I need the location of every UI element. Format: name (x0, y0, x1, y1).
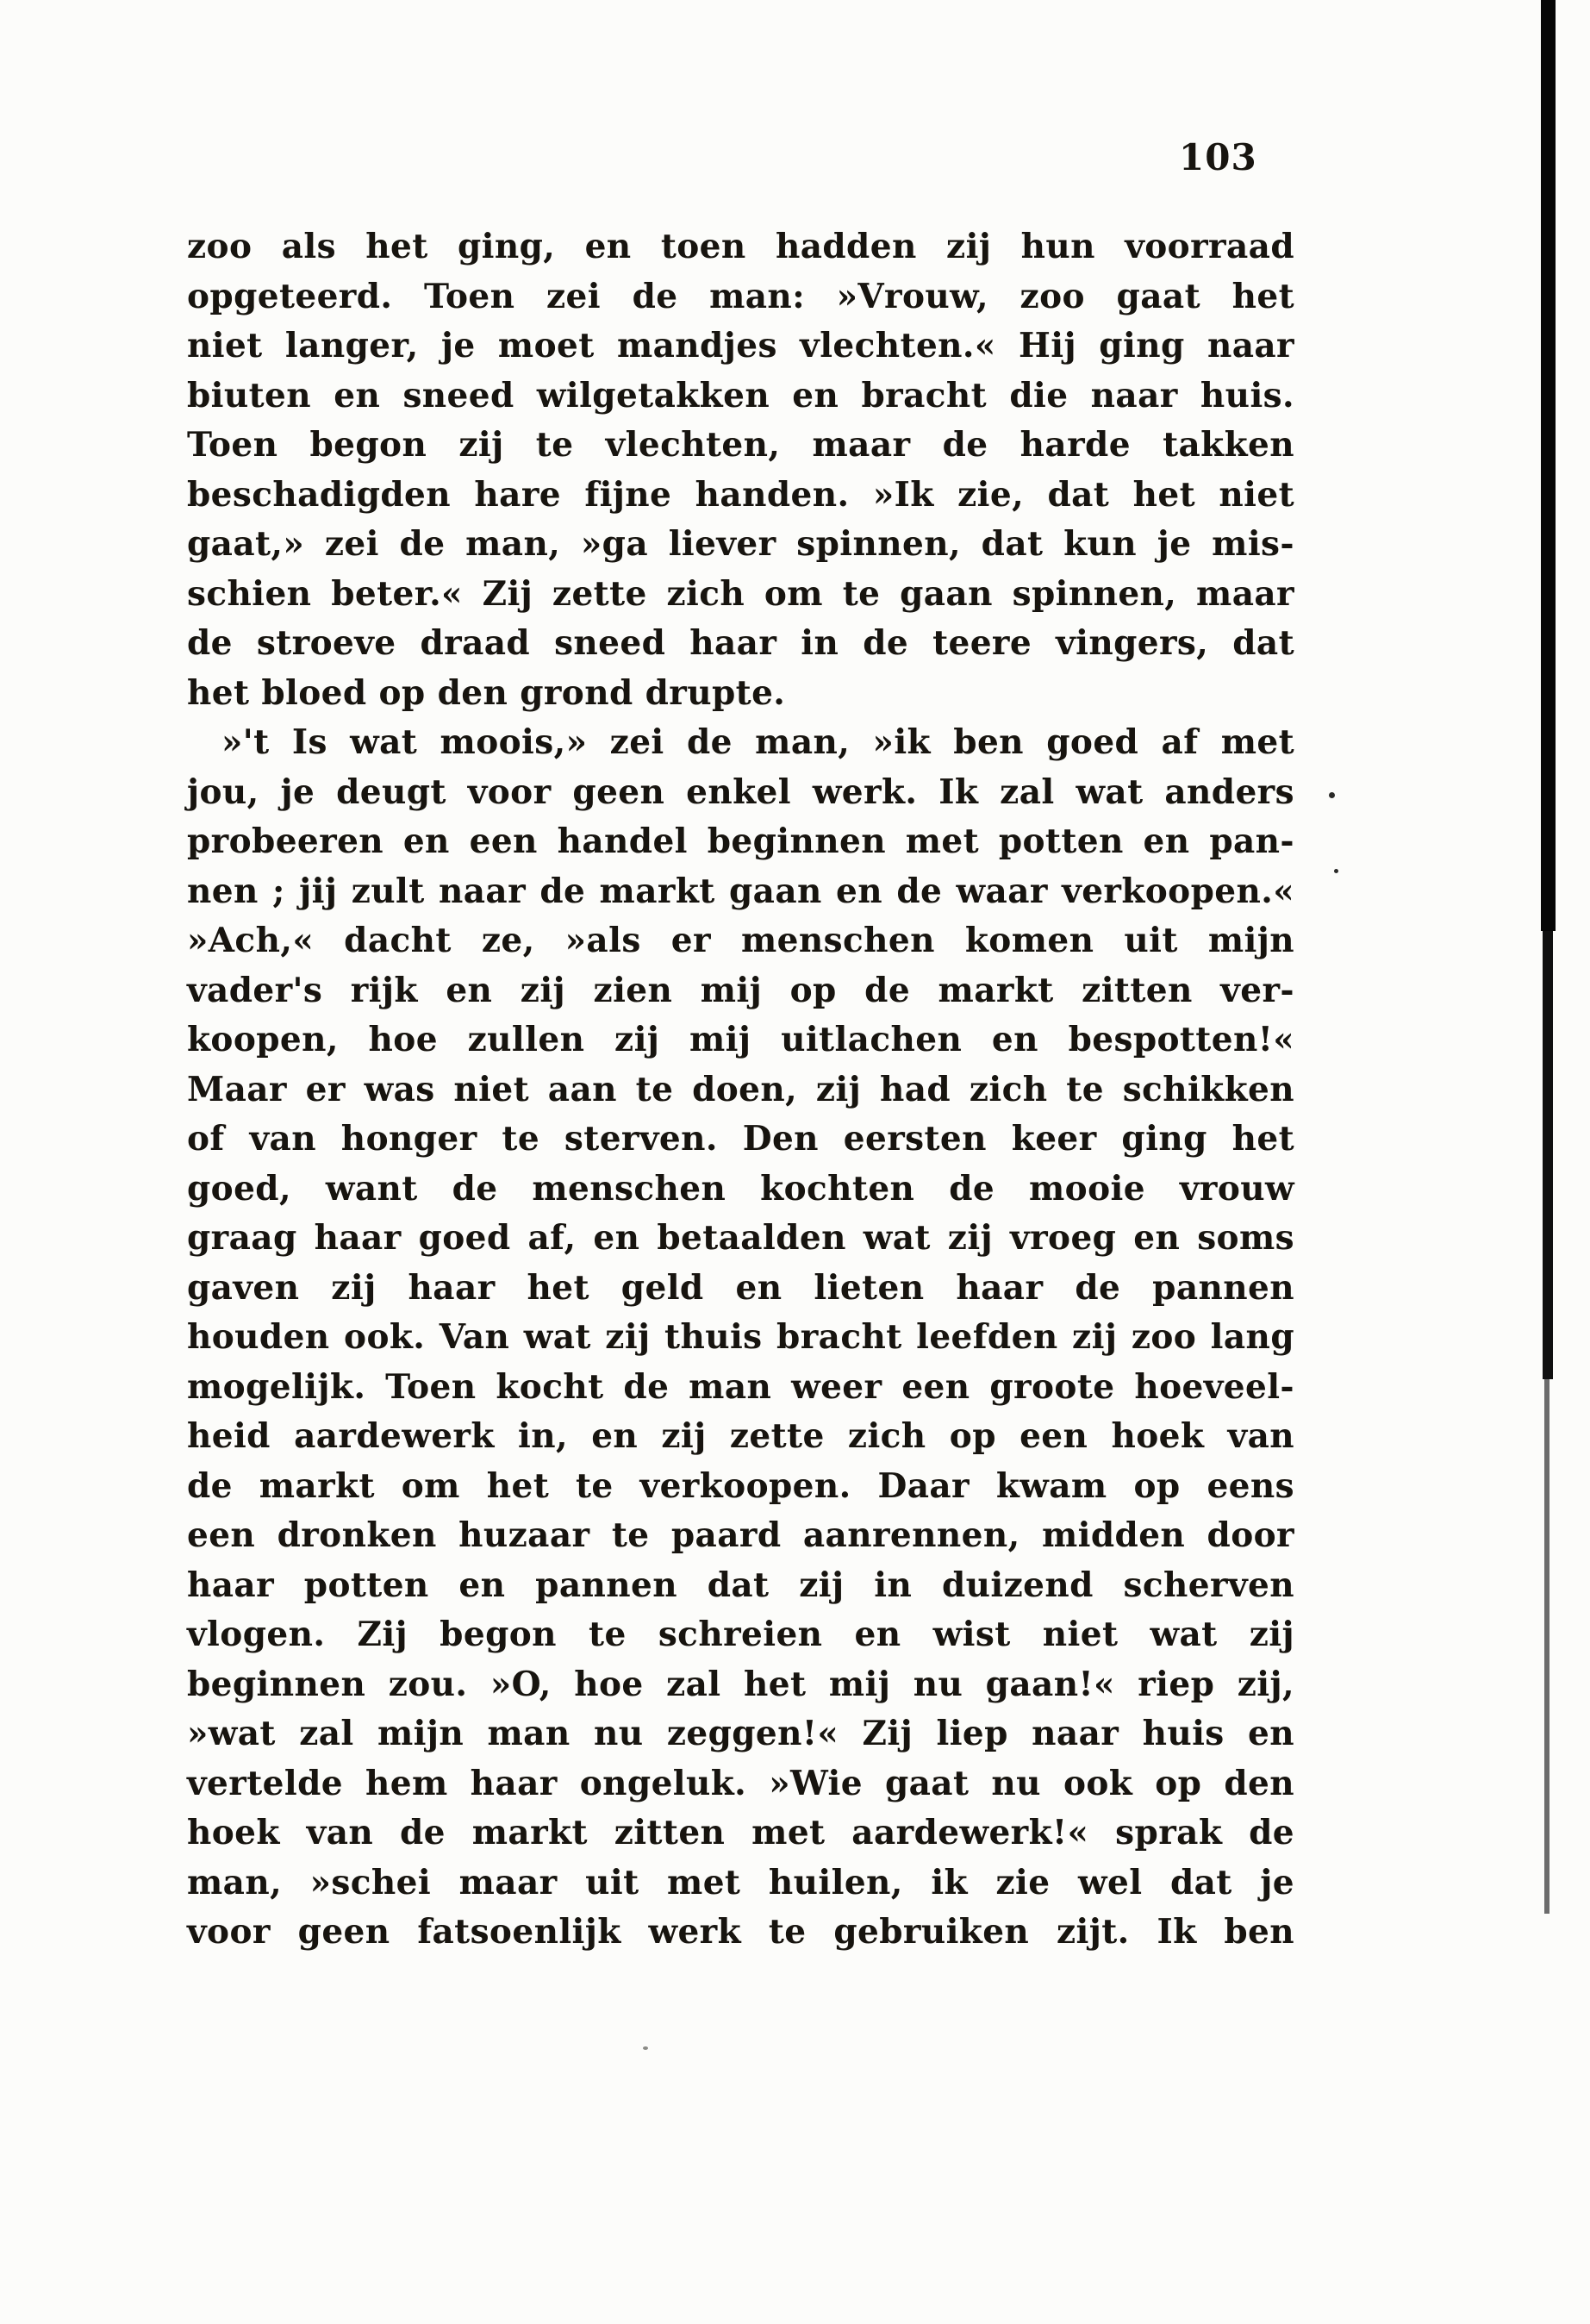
text-line: biuten en sneed wilgetakken en bracht die naar huis. (187, 375, 1294, 415)
text-line: »wat zal mijn man nu zeggen!« Zij liep naar huis en (187, 1714, 1294, 1753)
text-line: het bloed op den grond drupte. (187, 672, 786, 713)
page-number: 103 (1179, 136, 1257, 178)
text-line: niet langer, je moet mandjes vlechten.« Hij ging naar (187, 326, 1294, 365)
text-block (187, 222, 1294, 1958)
text-line: de stroeve draad sneed haar in de teere vingers, dat (187, 623, 1294, 663)
text-line: haar potten en pannen dat zij in duizend scherven (187, 1565, 1294, 1605)
text-line: heid aardewerk in, en zij zette zich op een hoek van (187, 1416, 1294, 1456)
text-line: man, »schei maar uit met huilen, ik zie wel dat je (187, 1862, 1294, 1902)
text-line: vlogen. Zij begon te schreien en wist niet wat zij (187, 1615, 1294, 1654)
text-line: schien beter.« Zij zette zich om te gaan spinnen, maar (187, 573, 1294, 614)
scan-speck (643, 2046, 648, 2050)
text-line: nen ; jij zult naar de markt gaan en de waar verkoopen.« (187, 871, 1294, 911)
text-line: beschadigden hare fijne handen. »Ik zie, dat het niet (187, 474, 1294, 515)
text-line: graag haar goed af, en betaalden wat zij vroeg en soms (187, 1218, 1294, 1258)
text-line: vertelde hem haar ongeluk. »Wie gaat nu ook op den (187, 1763, 1294, 1803)
text-line: gaat,» zei de man, »ga liever spinnen, dat kun je mis- (187, 524, 1294, 564)
text-line: de markt om het te verkoopen. Daar kwam op eens (187, 1465, 1294, 1506)
text-line: opgeteerd. Toen zei de man: »Vrouw, zoo gaat het (187, 276, 1294, 316)
scan-artifact-bar (1544, 1379, 1549, 1914)
text-line: koopen, hoe zullen zij mij uitlachen en bespotten!« (187, 1020, 1294, 1059)
text-line: voor geen fatsoenlijk werk te gebruiken zijt. Ik ben (187, 1912, 1294, 1952)
scan-speck (1334, 869, 1338, 873)
text-line: gaven zij haar het geld en lieten haar de pannen (187, 1267, 1294, 1308)
text-line: een dronken huzaar te paard aanrennen, midden door (187, 1515, 1294, 1555)
text-line: houden ook. Van wat zij thuis bracht leefden zij zoo lang (187, 1317, 1294, 1357)
scan-artifact-bar (1543, 931, 1553, 1379)
text-line: Maar er was niet aan te doen, zij had zich te schikken (187, 1069, 1294, 1109)
text-line: of van honger te sterven. Den eersten keer ging het (187, 1119, 1294, 1159)
text-line: Toen begon zij te vlechten, maar de harde takken (187, 425, 1294, 465)
text-line: hoek van de markt zitten met aardewerk!« sprak de (187, 1813, 1294, 1852)
text-line: vader's rijk en zij zien mij op de markt zitten ver- (187, 970, 1294, 1010)
scan-artifact-bar (1541, 0, 1556, 931)
text-line: beginnen zou. »O, hoe zal het mij nu gaan!« riep zij, (187, 1664, 1294, 1704)
text-line: probeeren en een handel beginnen met potten en pan- (187, 822, 1294, 861)
text-line: jou, je deugt voor geen enkel werk. Ik zal wat anders (187, 772, 1294, 812)
text-line: zoo als het ging, en toen hadden zij hun voorraad (187, 227, 1294, 266)
text-line: »'t Is wat moois,» zei de man, »ik ben goed af met (221, 722, 1294, 762)
scan-speck (1329, 792, 1335, 798)
text-line: goed, want de menschen kochten de mooie vrouw (187, 1168, 1294, 1209)
text-line: mogelijk. Toen kocht de man weer een groote hoeveel- (187, 1366, 1294, 1407)
text-line: »Ach,« dacht ze, »als er menschen komen uit mijn (187, 921, 1294, 960)
